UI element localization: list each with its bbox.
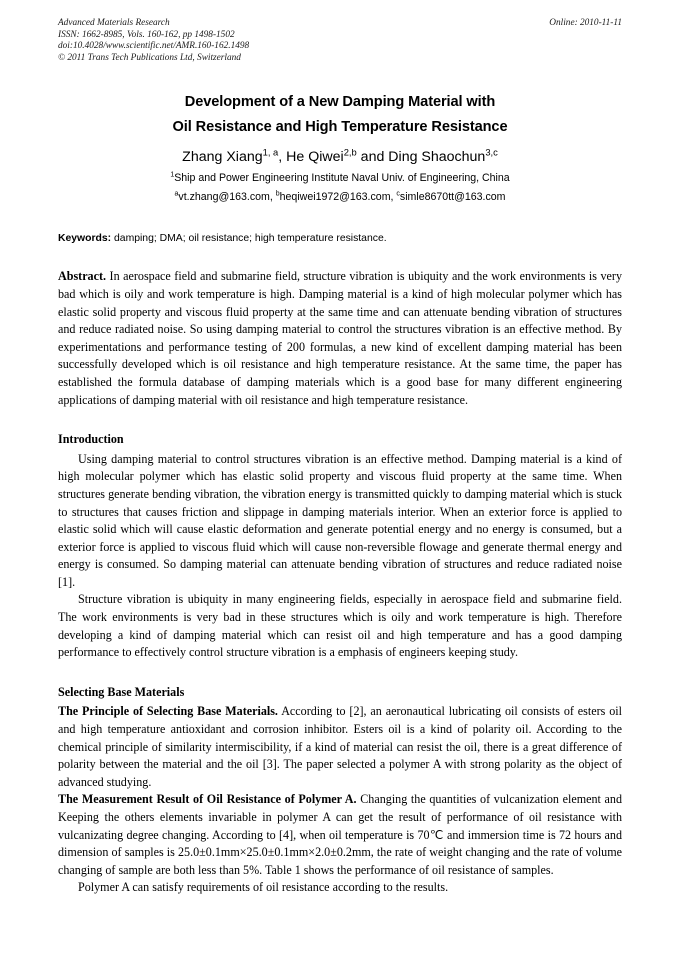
keywords-text: damping; DMA; oil resistance; high temperature resistance.: [111, 233, 387, 245]
affiliation: [58, 170, 622, 186]
title-line-2: Oil Resistance and High Temperature Resistance: [172, 119, 508, 136]
affiliation-text: Ship and Power Engineering Institute Naval Univ. of Engineering, China: [174, 172, 510, 185]
heading-introduction: Introduction: [58, 432, 124, 447]
affiliation-superscript: 1: [170, 171, 175, 179]
author-list: [58, 147, 622, 167]
selecting-base-materials-paragraph-3: Polymer A can satisfy requirements of oil resistance according to the results.: [78, 880, 449, 895]
title-line-1: Development of a New Damping Material with: [184, 94, 496, 111]
author-3-name: Ding Shaochun: [388, 149, 486, 166]
online-date: Online: 2010-11-11: [549, 18, 622, 28]
subsection-principle-of-selecting-base-materials: [58, 703, 622, 791]
doi-line: doi:10.4028/www.scientific.net/AMR.160-162.1498: [58, 41, 250, 52]
email-b: heqiwei1972@163.com,: [279, 191, 397, 204]
email-b-superscript: b: [275, 190, 280, 198]
author-2-name: He Qiwei: [286, 149, 344, 166]
author-1-name: Zhang Xiang: [182, 149, 263, 166]
subsection-2-runin-title: The Measurement Result of Oil Resistance of Polymer A.: [58, 792, 357, 807]
keywords-label: Keywords:: [58, 233, 112, 245]
email-a: vt.zhang@163.com,: [178, 191, 276, 204]
paper-title: [58, 90, 622, 140]
email-c-superscript: c: [396, 190, 400, 198]
email-c: simle8670tt@163.com: [399, 191, 506, 204]
journal-header: [58, 18, 622, 64]
author-separator-2: and: [356, 149, 389, 166]
author-separator-1: ,: [278, 149, 287, 166]
abstract-label: Abstract.: [58, 269, 107, 284]
author-3-superscript: 3,c: [485, 147, 498, 158]
subsection-1-runin-title: The Principle of Selecting Base Materials.: [58, 704, 278, 719]
introduction-paragraph-2: Structure vibration is ubiquity in many engineering fields, especially in aerospace field and submarine field. The work environments is very bad in these structures which is oily and work temperature is high. Therefore developing a kind of damping material which can resist oil and high temperature and has a good damping performance to effectively control structure vibration is a emphasis of engineers keeping study.: [58, 592, 622, 660]
journal-name: Advanced Materials Research: [58, 18, 170, 28]
abstract-paragraph: [58, 268, 622, 409]
author-emails: [58, 189, 622, 205]
subsection-1-text: According to [2], an aeronautical lubricating oil consists of esters oil and high temperature antioxidant and corrosion inhibitor. Esters oil is a kind of polarity oil. According to the chemical principle of similarity intermiscibility, if a kind of material can resist the oil, there is a great difference of polarity between the material and the oil [3]. The paper selected a polymer A with strong polarity as the object of advanced studying.: [58, 704, 622, 789]
subsection-2-text: Changing the quantities of vulcanization element and Keeping the others elements invariable in polymer A can get the result of performance of oil resistance with vulcanizating degree changing. According to [4], when oil temperature is 70℃ and immersion time is 72 hours and dimension of samples is 25.0±0.1mm×25.0±0.1mm×2.0±0.2mm, the rate of weight changing and the rate of volume changing of sample are both less than 5%. Table 1 shows the performance of oil resistance of samples.: [58, 792, 623, 877]
author-2-superscript: 2,b: [343, 147, 357, 158]
heading-selecting-base-materials: Selecting Base Materials: [58, 684, 185, 699]
author-1-superscript: 1, a: [262, 147, 279, 158]
keywords-line: [58, 232, 622, 246]
abstract-text: In aerospace field and submarine field, structure vibration is ubiquity and the work environments is very bad which is oily and work temperature is high. Damping material is a kind of high molecular polymer which has elastic solid property and viscous fluid property at the same time and can attenuate bending vibration of structures and reduce radiated noise. So using damping material to control the structures vibration is an effective method. By experimentations and performance testing of 200 formulas, a new kind of excellent damping material has been successfully developed which is oil resistance and high temperature resistance. At the same time, the paper has established the formula database of damping materials which is a good base for many different engineering applications of damping material with oil resistance and high temperature resistance.: [58, 269, 622, 407]
email-a-superscript: a: [174, 190, 179, 198]
copyright-line: © 2011 Trans Tech Publications Ltd, Switzerland: [58, 52, 241, 63]
issn-volume-pages: ISSN: 1662-8985, Vols. 160-162, pp 1498-1502: [58, 29, 235, 40]
introduction-paragraph-1: Using damping material to control structures vibration is an effective method. Damping material is a kind of high molecular polymer which has elastic solid property and viscous fluid property at the same time. When structures generate bending vibration, the vibration energy is transmitted quickly to damping material which is stuck to structures that causes friction and slippage in damping materials interior. When an exterior force is applied to elastic solid which will cause elastic deformation and generate potential energy and no energy is consumed, but a exterior force is applied to viscous fluid which will cause non-reversible flowage and generate thermal energy and energy is consumed. So damping material can attenuate bending vibration of structures and reduce radiated noise [1].: [58, 451, 622, 589]
subsection-measurement-result-oil-resistance: [58, 791, 622, 879]
